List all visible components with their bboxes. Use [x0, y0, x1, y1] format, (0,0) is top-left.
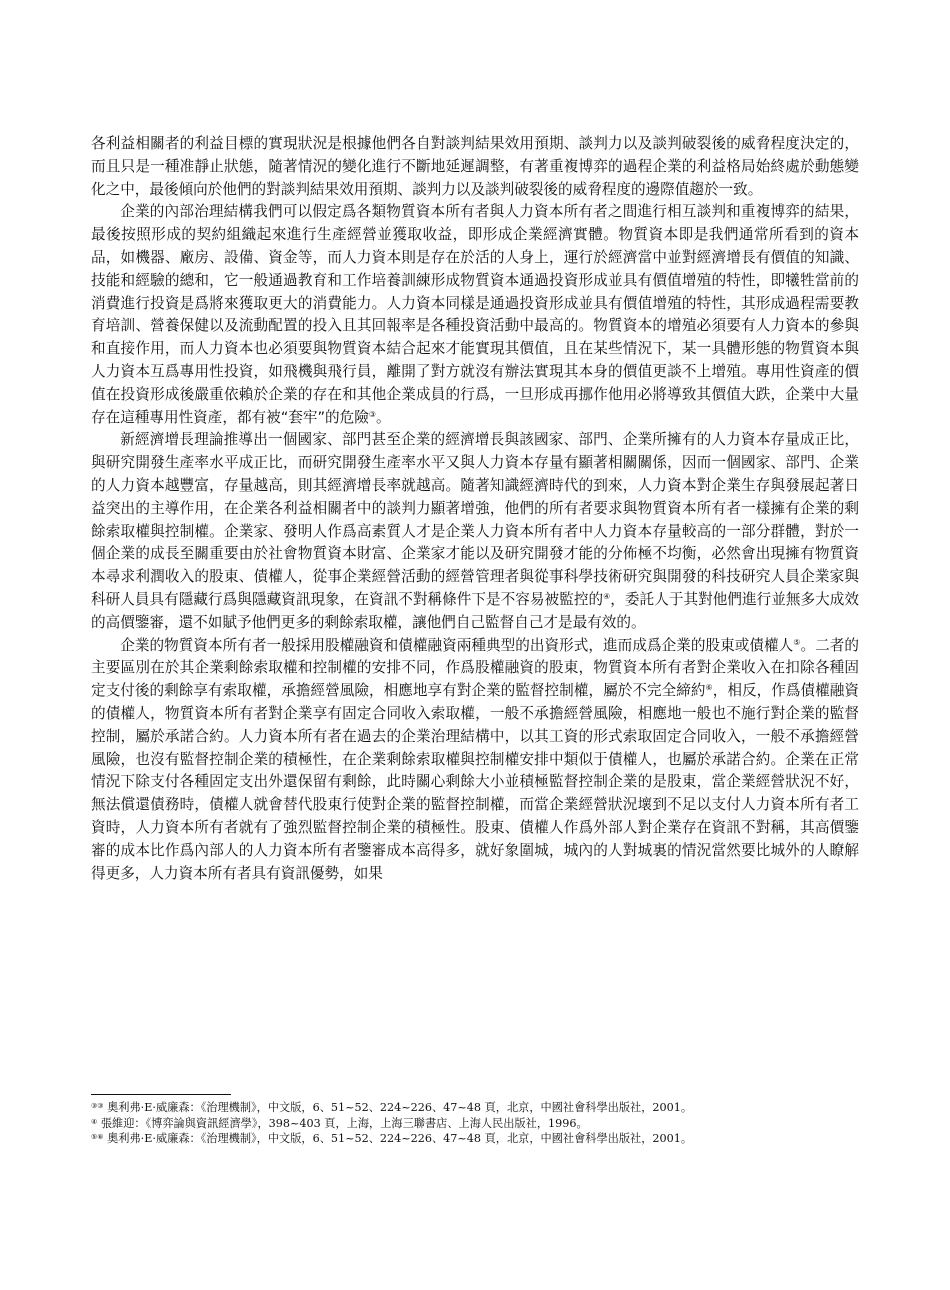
footnote-ref-6: ⑥: [705, 683, 713, 693]
paragraph-2-text: 企業的內部治理結構我們可以假定爲各類物質資本所有者與人力資本所有者之間進行相互談判和重複博弈的結果，最後按照形成的契約組織起來進行生產經營並獲取收益，即形成企業經濟實體。物質資本即是我們通常所看到的資本品，如機器、廠房、設備、資金等，而人力資本則是存在於活的人身上，運行於經濟當中並對經濟增長有價值的知識、技能和經驗的總和，它一般通過教育和工作培養訓練形成物質資本通過投資形成並具有價值增殖的特性，即犧牲當前的消費進行投資是爲將來獲取更大的消費能力。人力資本同樣是通過投資形成並具有價值增殖的特性，其形成過程需要教育培訓、營養保健以及流動配置的投入且其回報率是各種投資活動中最高的。物質資本的增殖必須要有人力資本的參與和直接作用，而人力資本也必須要與物質資本結合起來才能實現其價值，且在某些情況下，某一具體形態的物質資本與人力資本互爲專用性投資，如飛機與飛行員，離開了對方就沒有辦法實現其本身的價值更談不上增殖。專用性資產的價值在投資形成後嚴重依賴於企業的存在和其他企業成員的行爲，一旦形成再挪作他用必將導致其價值大跌，企業中大量存在這種專用性資產，都有被“套牢”的危險: [91, 203, 859, 426]
paragraph-3-text-b: ，委託人于其對他們進行並無多大成效的高價鑒審，還不如賦予他們更多的剩餘索取權，讓他們自己監督自己才是最有效的。: [91, 590, 859, 631]
paragraph-2: [91, 201, 859, 429]
footnote-text: 奧利弗·E·威廉森：《治理機制》，中文版，6、51~52、224~226、47~48 頁，北京，中國社會科學出版社，2001。: [103, 1101, 693, 1114]
footnote-ref-3: ③: [368, 409, 376, 419]
paragraph-3: [91, 429, 859, 634]
document-body: [91, 133, 859, 885]
paragraph-1: [91, 133, 859, 201]
footnote-item: [91, 1131, 859, 1147]
footnote-mark: ④: [91, 1117, 98, 1126]
footnotes: [91, 1100, 859, 1147]
footnote-item: [91, 1100, 859, 1116]
paragraph-4-text-c: ，相反，作爲債權融資的債權人，物質資本所有者對企業享有固定合同收入索取權，一般不承擔經營風險，相應地一般也不施行對企業的監督控制，屬於承諾合約。人力資本所有者在過去的企業治理結構中，以其工資的形式索取固定合同收入，一般不承擔經營風險，也沒有監督控制企業的積極性，在企業剩餘索取權與控制權安排中類似于債權人，也屬於承諾合約。企業在正常情況下除支付各種固定支出外還保留有剩餘，此時關心剩餘大小並積極監督控制企業的是股東，當企業經營狀況不好，無法償還債務時，債權人就會替代股東行使對企業的監督控制權，而當企業經營狀況壞到不足以支付人力資本所有者工資時，人力資本所有者就有了強烈監督控制企業的積極性。股東、債權人作爲外部人對企業存在資訊不對稱，其高價鑒審的成本比作爲內部人的人力資本所有者鑒審成本高得多，就好象圍城，城內的人對城裏的情況當然要比城外的人瞭解得更多，人力資本所有者具有資訊優勢，如果: [91, 682, 859, 882]
paragraph-4-text-a: 企業的物質資本所有者一般採用股權融資和債權融資兩種典型的出資形式，進而成爲企業的股東或債權人: [120, 636, 794, 654]
footnote-separator: [91, 1094, 231, 1095]
footnote-ref-4: ④: [603, 591, 611, 601]
footnote-mark: ⑤⑥: [91, 1133, 104, 1141]
paragraph-2-end: 。: [375, 408, 391, 426]
footnote-ref-5: ⑤: [793, 637, 801, 647]
footnote-text: 張維迎：《博弈論與資訊經濟學》，398~403 頁，上海，上海三聯書店、上海人民出版社，1996。: [97, 1116, 588, 1130]
paragraph-4: [91, 635, 859, 886]
footnote-item: [91, 1116, 859, 1132]
paragraph-4-text-b: 。二者的主要區別在於其企業剩餘索取權和控制權的安排不同，作爲股權融資的股東，物質資本所有者對企業收入在扣除各種固定支付後的剩餘享有索取權，承擔經營風險，相應地享有對企業的監督控制權，屬於不完全締約: [91, 636, 859, 700]
footnote-text: 奧利弗·E·威廉森：《治理機制》，中文版，6、51~52、224~226、47~48 頁，北京，中國社會科學出版社，2001。: [103, 1132, 693, 1145]
paragraph-1-text: 各利益相關者的利益目標的實現狀況是根據他們各自對談判結果效用預期、談判力以及談判破裂後的威脅程度決定的，而且只是一種准靜止狀態，隨著情況的變化進行不斷地延遲調整，有著重複博弈的過程企業的利益格局始終處於動態變化之中，最後傾向於他們的對談判結果效用預期、談判力以及談判破裂後的威脅程度的邊際值趨於一致。: [91, 135, 859, 198]
footnote-mark: ③③: [91, 1102, 104, 1110]
paragraph-3-text-a: 新經濟增長理論推導出一個國家、部門甚至企業的經濟增長與該國家、部門、企業所擁有的人力資本存量成正比，與研究開發生產率水平成正比，而研究開發生產率水平又與人力資本存量有顯著相關關係，因而一個國家、部門、企業的人力資本越豐富，存量越高，則其經濟增長率就越高。隨著知識經濟時代的到來，人力資本對企業生存與發展起著日益突出的主導作用，在企業各利益相關者中的談判力顯著增強，他們的所有者要求與物質資本所有者一樣擁有企業的剩餘索取權與控制權。企業家、發明人作爲高素質人才是企業人力資本所有者中人力資本存量較高的一部分群體，對於一個企業的成長至關重要由於社會物質資本財富、企業家才能以及研究開發才能的分佈極不均衡，必然會出現擁有物質資本尋求利潤收入的股東、債權人，從事企業經營活動的經營管理者與從事科學技術研究與開發的科技研究人員企業家與科研人員具有隱藏行爲與隱藏資訊現象，在資訊不對稱條件下是不容易被監控的: [91, 431, 859, 608]
